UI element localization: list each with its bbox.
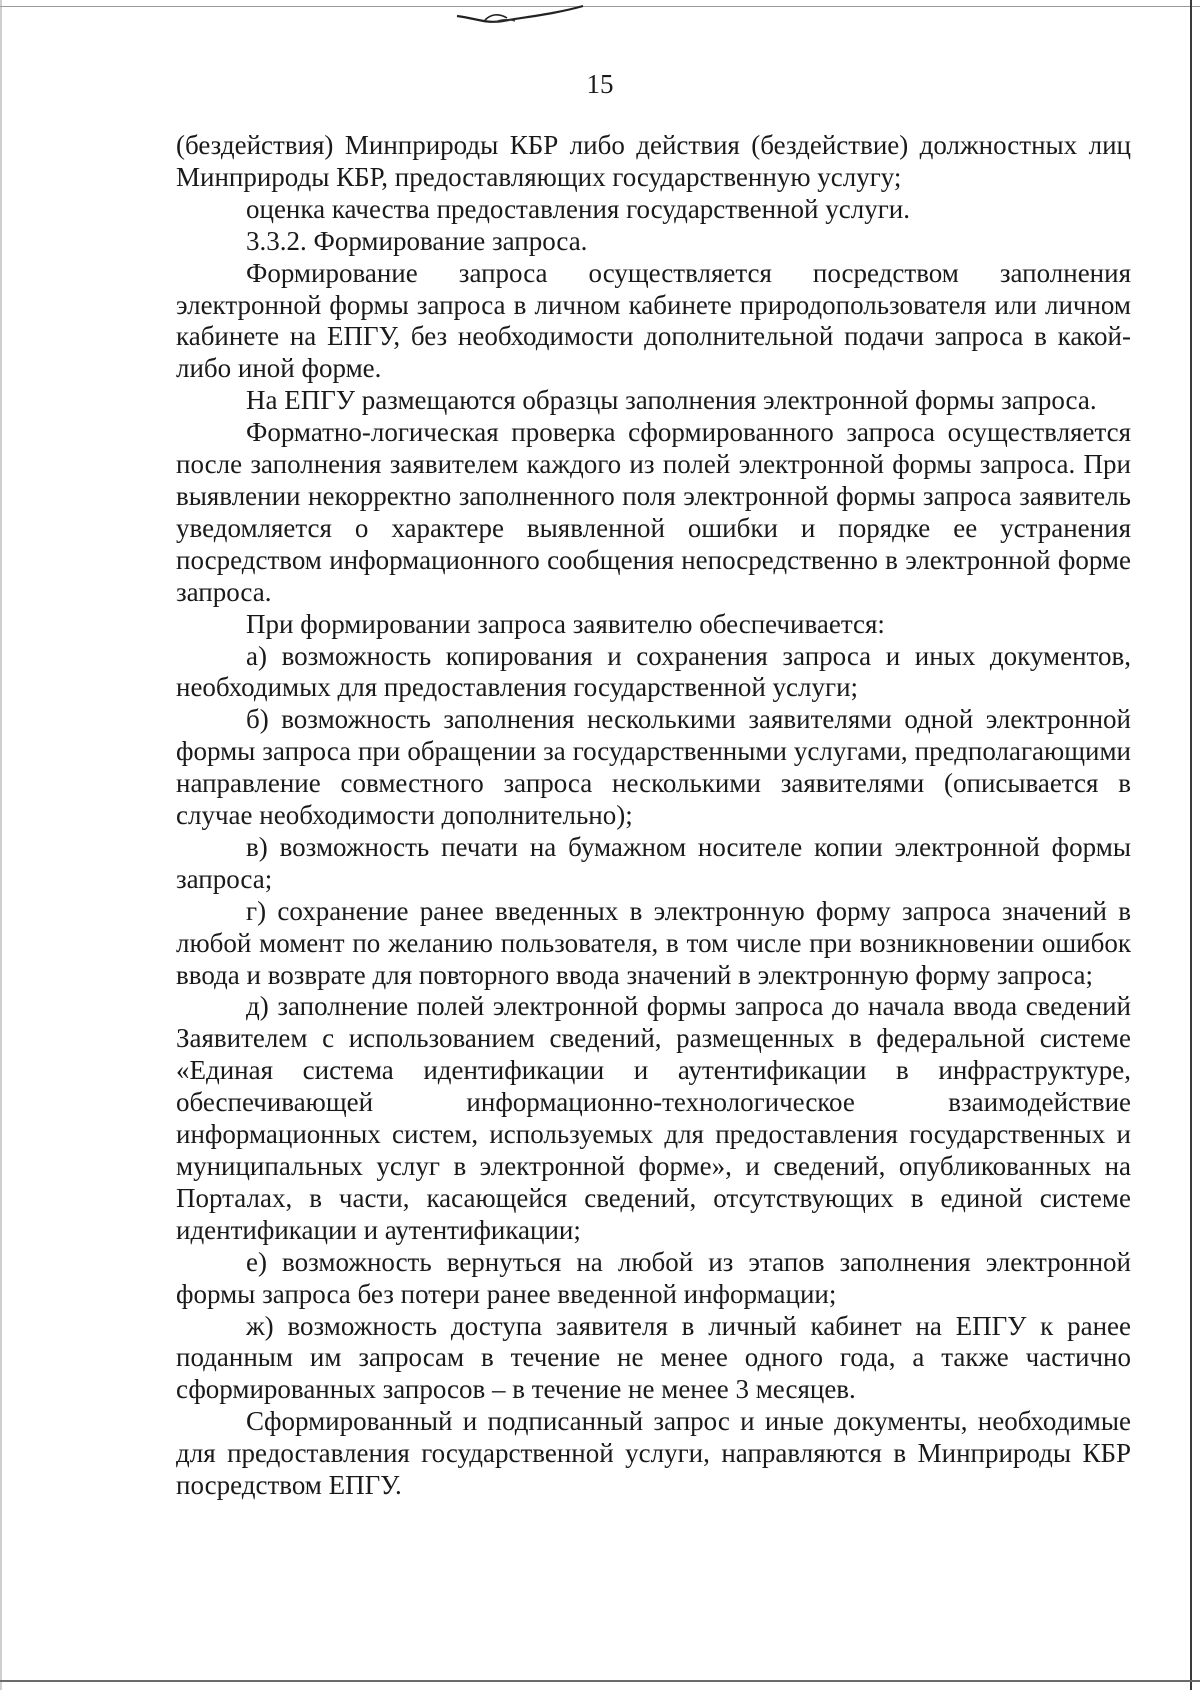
paragraph-3: 3.3.2. Формирование запроса. [246, 225, 588, 256]
pen-mark [455, 0, 585, 30]
paragraph-14: ж) возможность доступа заявителя в личный кабинет на ЕПГУ к ранее поданным им запросам в течение не менее одного года, а также частично сформированных запросов – в течение не менее 3 месяцев. [176, 1310, 1131, 1405]
scan-top-line [0, 6, 1200, 7]
paragraph-2: оценка качества предоставления государственной услуги. [246, 193, 910, 224]
paragraph-12: д) заполнение полей электронной формы запроса до начала ввода сведений Заявителем с использованием сведений, размещенных в федеральной системе «Единая система идентификации и аутентификации в инфраструктуре, обеспечивающей информационно-технологическое взаимодействие информационных систем, используемых для предоставления государственных и муниципальных услуг в электронной форме», и сведений, опубликованных на Порталах, в части, касающейся сведений, отсутствующих в единой системе идентификации и аутентификации; [176, 991, 1131, 1245]
paragraph-11: г) сохранение ранее введенных в электронную форму запроса значений в любой момент по желанию пользователя, в том числе при возникновении ошибок ввода и возврате для повторного ввода значений в электронную форму запроса; [176, 895, 1131, 990]
document-body [176, 130, 1131, 1502]
paragraph-9: б) возможность заполнения несколькими заявителями одной электронной формы запроса при обращении за государственными услугами, предполагающими направление совместного запроса несколькими заявителями (описывается в случае необходимости дополнительно); [176, 704, 1131, 831]
scan-left-edge [0, 0, 2, 1690]
paragraph-7: При формировании запроса заявителю обеспечивается: [246, 608, 885, 639]
scan-right-line [1190, 0, 1192, 1690]
page-number: 15 [586, 69, 614, 99]
paragraph-8: а) возможность копирования и сохранения запроса и иных документов, необходимых для предоставления государственной услуги; [176, 640, 1131, 703]
paragraph-4: Формирование запроса осуществляется посредством заполнения электронной формы запроса в личном кабинете природопользователя или личном кабинете на ЕПГУ, без необходимости дополнительной подачи запроса в какой-либо иной форме. [176, 257, 1131, 384]
paragraph-15: Сформированный и подписанный запрос и иные документы, необходимые для предоставления государственной услуги, направляются в Минприроды КБР посредством ЕПГУ. [176, 1406, 1131, 1501]
paragraph-1: (бездействия) Минприроды КБР либо действия (бездействие) должностных лиц Минприроды КБР, предоставляющих государственную услугу; [176, 130, 1131, 192]
scan-bottom-line [0, 1680, 1200, 1682]
paragraph-6: Форматно-логическая проверка сформированного запроса осуществляется после заполнения заявителем каждого из полей электронной формы запроса. При выявлении некорректно заполненного поля электронной формы запроса заявитель уведомляется о характере выявленной ошибки и порядке ее устранения посредством информационного сообщения непосредственно в электронной форме запроса. [176, 417, 1131, 607]
paragraph-10: в) возможность печати на бумажном носителе копии электронной формы запроса; [176, 831, 1131, 894]
paragraph-13: е) возможность вернуться на любой из этапов заполнения электронной формы запроса без потери ранее введенной информации; [176, 1246, 1131, 1309]
paragraph-5: На ЕПГУ размещаются образцы заполнения электронной формы запроса. [246, 385, 1097, 416]
